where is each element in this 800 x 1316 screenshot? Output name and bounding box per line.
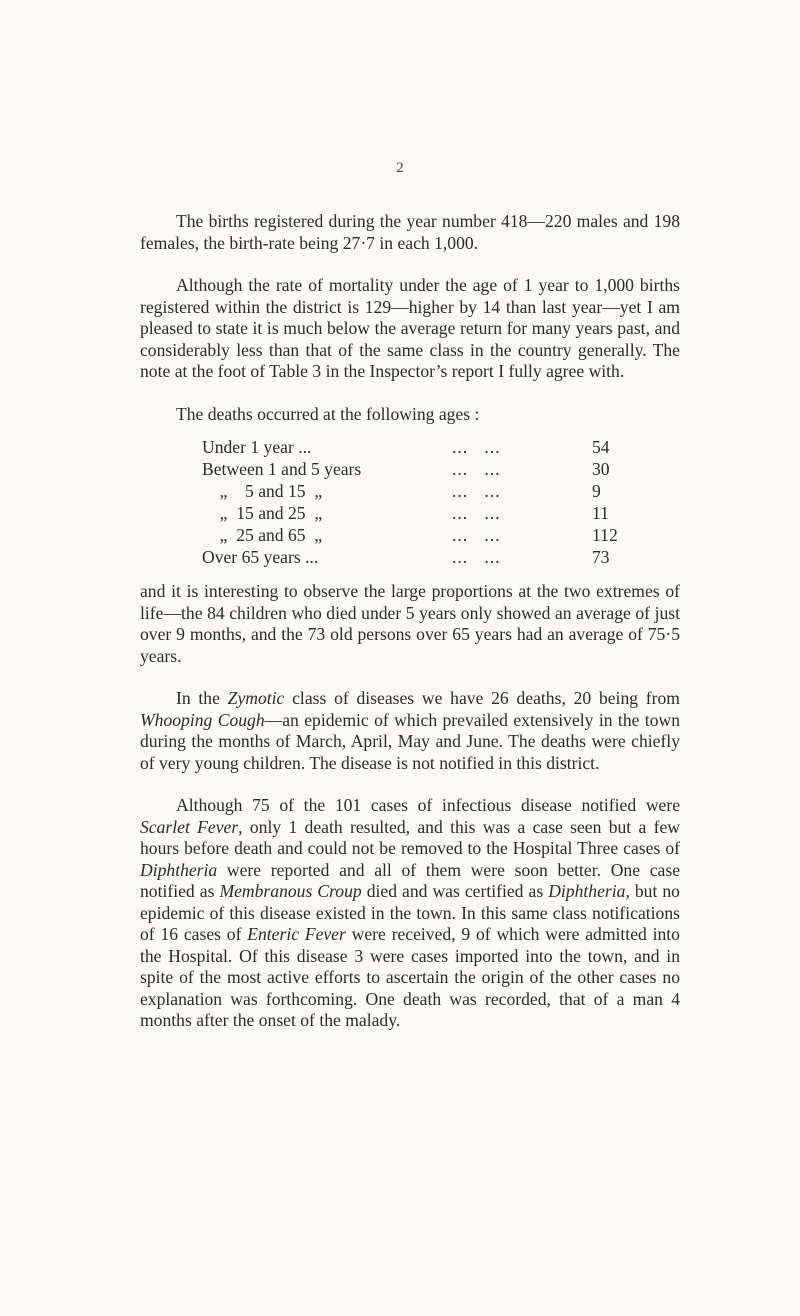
death-count: 54 [592, 437, 610, 457]
age-label: Between 1 and 5 years [202, 459, 362, 479]
text-run: —an epidemic of which prevailed extensively in the town during the months of March, April, May and June. The deaths were chiefly of very young children. The disease is not notified in this district. [140, 709, 680, 773]
text-run: class of diseases we have 26 deaths, 20 being from [284, 688, 680, 708]
age-row [202, 525, 672, 547]
leader-dots: ... ... [452, 503, 501, 523]
age-row [202, 503, 672, 525]
infectious-paragraph [140, 795, 680, 1032]
membranous-croup-term: Membranous Croup [219, 881, 362, 901]
diphtheria-term: Diphtheria [140, 859, 218, 880]
text-run: , but no epidemic of this disease existed in the town. In this same class notifications of 16 cases of [140, 881, 680, 944]
age-label: Over 65 years ... [202, 547, 319, 567]
mortality-paragraph: Although the rate of mortality under the age of 1 year to 1,000 births registered within the district is 129—higher by 14 than last year—yet I am pleased to state it is much below the average return for many years past, and considerably less than that of the same class in the country generally. The note at the foot of Table 3 in the Inspector’s report I fully agree with. [140, 275, 680, 381]
body-text [140, 211, 680, 1053]
leader-dots: ... ... [452, 547, 501, 567]
age-row [202, 547, 672, 569]
births-paragraph: The births registered during the year number 418—220 males and 198 females, the birth-rate being 27·7 in each 1,000. [140, 211, 680, 253]
leader-dots: ... ... [452, 437, 501, 457]
leader-dots: ... ... [452, 481, 501, 501]
scarlet-fever-term: Scarlet Fever [140, 816, 239, 837]
age-label: „ 5 and 15 „ [202, 481, 323, 501]
enteric-fever-term: Enteric Fever [247, 924, 346, 944]
whooping-cough-term: Whooping Cough [140, 709, 265, 730]
text-run: , only 1 death resulted, and this was a case seen but a few hours before death and could not be removed to the Hospital Three cases of [140, 816, 680, 858]
death-count: 73 [592, 547, 610, 567]
text-run: were received, 9 of which were admitted into the Hospital. Of this disease 3 were cases imported into the town, and in spite of the most active efforts to ascertain the origin of the other cases no explanation was forthcoming. One death was recorded, that of a man 4 months after the onset of the malady. [140, 924, 680, 1030]
deaths-intro-paragraph: The deaths occurred at the following ages : [176, 403, 480, 424]
age-label: Under 1 year ... [202, 437, 312, 457]
death-count: 9 [592, 481, 601, 501]
age-label: „ 25 and 65 „ [202, 525, 323, 545]
age-table [202, 437, 672, 569]
diphtheria-term: Diphtheria [548, 881, 626, 901]
death-count: 112 [592, 525, 618, 545]
zymotic-paragraph [140, 688, 680, 774]
age-row [202, 459, 672, 481]
death-count: 11 [592, 503, 609, 523]
age-row [202, 481, 672, 503]
leader-dots: ... ... [452, 525, 501, 545]
age-row [202, 437, 672, 459]
text-run: In the [176, 688, 228, 708]
extremes-paragraph: and it is interesting to observe the large proportions at the two extremes of life—the 84 children who died under 5 years only showed an average of just over 9 months, and the 73 old persons over 65 years had an average of 75·5 years. [140, 581, 680, 666]
leader-dots: ... ... [452, 459, 501, 479]
text-run: Although 75 of the 101 cases of infectious disease notified were [176, 795, 680, 815]
text-run: died and was certified as [361, 881, 549, 901]
page-number: 2 [396, 160, 404, 176]
age-label: „ 15 and 25 „ [202, 503, 323, 523]
zymotic-term: Zymotic [227, 688, 285, 708]
text-run: were reported and all of them were soon better. One case notified as [140, 859, 680, 901]
death-count: 30 [592, 459, 610, 479]
